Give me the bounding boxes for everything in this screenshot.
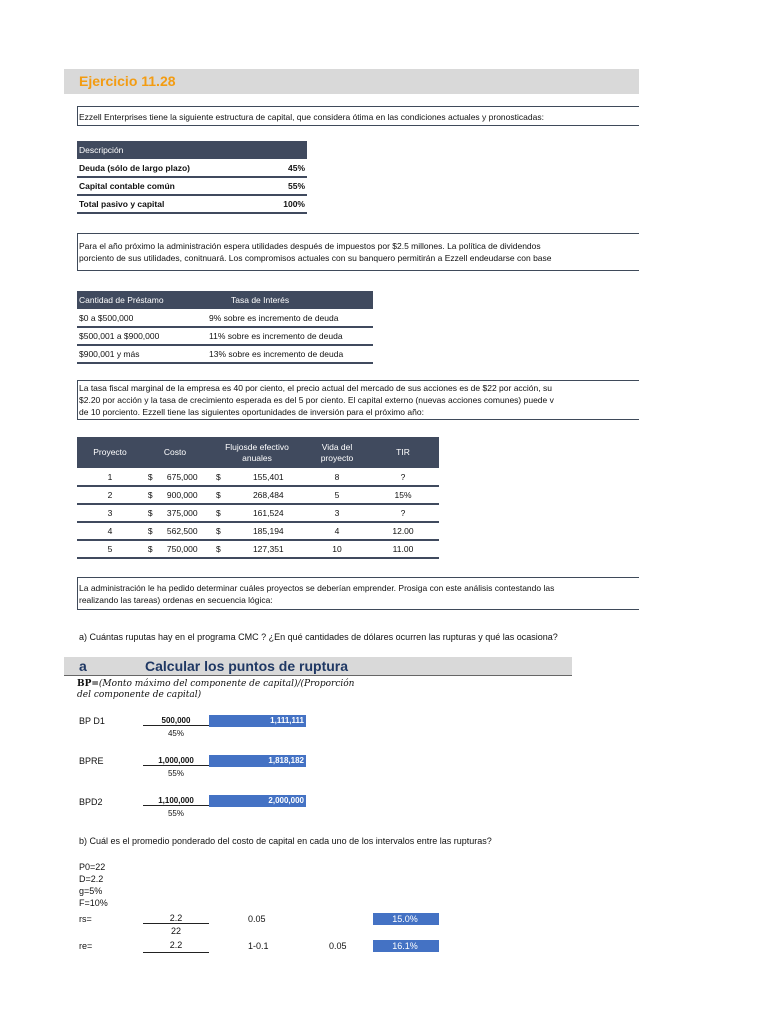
project-life: 8 [307, 468, 367, 486]
re-factor: 1-0.1 [248, 941, 269, 951]
re-result: 16.1% [373, 940, 439, 952]
project-flow: 268,484 [230, 486, 307, 504]
table-row [77, 177, 307, 195]
rs-result: 15.0% [373, 913, 439, 925]
bp-result: 1,111,111 [209, 715, 306, 727]
bp-label: BP D1 [79, 716, 105, 726]
project-tir: 12.00 [367, 522, 439, 540]
rs-numerator: 2.2 [143, 913, 209, 924]
bp-numerator: 1,000,000 [143, 756, 209, 766]
paragraph-line: La administración le ha pedido determinar cuáles proyectos se deberían emprender. Prosiga con este análisis contestando las [79, 583, 555, 593]
var-p0: P0=22 [79, 862, 106, 872]
flow-currency: $ [207, 504, 230, 522]
intro-paragraph [77, 106, 639, 126]
loan-amount: $900,001 y más [77, 345, 207, 363]
question-b: b) Cuál es el promedio ponderado del costo de capital en cada uno de los intervalos entre las rupturas? [79, 836, 492, 846]
flow-currency: $ [207, 540, 230, 558]
task-paragraph [77, 577, 639, 610]
loan-rate: 9% sobre es incremento de deuda [207, 309, 373, 327]
formula-prefix: BP= [77, 679, 99, 689]
table-row [77, 522, 439, 540]
re-label: re= [79, 941, 93, 951]
bp-denominator: 45% [167, 729, 184, 738]
row-label: Capital contable común [77, 177, 265, 195]
project-cost: 675,000 [157, 468, 207, 486]
project-tir: ? [367, 468, 439, 486]
col-tir: TIR [396, 447, 410, 457]
page-title: Ejercicio 11.28 [79, 73, 176, 89]
col-proyecto: Proyecto [93, 447, 127, 457]
paragraph-line: $2.20 por acción y la tasa de crecimiento esperada es del 5 por ciento. El capital externo (nuevas acciones comunes) puede v [79, 395, 554, 405]
section-title: Calcular los puntos de ruptura [145, 658, 349, 674]
rs-denominator: 22 [170, 926, 181, 936]
var-g: g=5% [79, 886, 103, 896]
row-value: 55% [265, 177, 307, 195]
paragraph-line: La tasa fiscal marginal de la empresa es 40 por ciento, el precio actual del mercado de sus acciones es de $22 por acción, su [79, 383, 552, 393]
col-flujos: Flujosde efectivo anuales [225, 441, 289, 463]
re-growth: 0.05 [329, 941, 347, 951]
flow-currency: $ [207, 522, 230, 540]
rs-label: rs= [79, 914, 92, 924]
col-vida: Vida del proyecto [320, 441, 354, 463]
project-cost: 375,000 [157, 504, 207, 522]
projects-table [77, 437, 439, 559]
bp-numerator: 1,100,000 [143, 796, 209, 806]
loan-rate-table [77, 291, 373, 364]
table-row [77, 540, 439, 558]
project-life: 4 [307, 522, 367, 540]
project-life: 10 [307, 540, 367, 558]
paragraph-line: de 10 porciento. Ezzell tiene las siguientes oportunidades de inversión para el próximo año: [79, 407, 424, 417]
table-row [77, 486, 439, 504]
loan-amount: $500,001 a $900,000 [77, 327, 207, 345]
bp-result: 2,000,000 [209, 795, 306, 807]
title-bar [64, 69, 639, 94]
flow-currency: $ [207, 486, 230, 504]
project-tir: 15% [367, 486, 439, 504]
cost-currency: $ [143, 504, 157, 522]
project-id: 3 [77, 504, 143, 522]
row-label: Total pasivo y capital [77, 195, 265, 213]
dividend-paragraph [77, 233, 639, 271]
project-id: 5 [77, 540, 143, 558]
formula-line2: del componente de capital) [77, 690, 202, 700]
rs-growth: 0.05 [248, 914, 266, 924]
var-f: F=10% [79, 898, 108, 908]
loan-rate: 11% sobre es incremento de deuda [207, 327, 373, 345]
question-a: a) Cuántas ruputas hay en el programa CMC ? ¿En qué cantidades de dólares ocurren las rupturas y qué las ocasiona? [79, 632, 558, 642]
projects-header-row [77, 437, 439, 468]
capital-structure-header: Descripción [79, 145, 124, 155]
table-row [77, 195, 307, 213]
table-row [77, 327, 373, 345]
formula-line1: (Monto máximo del componente de capital)/(Proporción [98, 679, 355, 689]
project-cost: 562,500 [157, 522, 207, 540]
table-row [77, 468, 439, 486]
row-value: 45% [265, 159, 307, 177]
paragraph-line: Para el año próximo la administración espera utilidades después de impuestos por $2.5 millones. La política de dividendos [79, 241, 541, 251]
bp-denominator: 55% [167, 809, 184, 818]
var-d: D=2.2 [79, 874, 104, 884]
bp-label: BPRE [79, 756, 104, 766]
cost-currency: $ [143, 540, 157, 558]
project-cost: 900,000 [157, 486, 207, 504]
project-flow: 127,351 [230, 540, 307, 558]
bp-numerator: 500,000 [143, 716, 209, 726]
loan-rate: 13% sobre es incremento de deuda [207, 345, 373, 363]
project-flow: 161,524 [230, 504, 307, 522]
table-row [77, 504, 439, 522]
bp-denominator: 55% [167, 769, 184, 778]
project-life: 5 [307, 486, 367, 504]
bp-label: BPD2 [79, 797, 103, 807]
section-letter: a [79, 658, 87, 674]
project-id: 1 [77, 468, 143, 486]
project-tir: 11.00 [367, 540, 439, 558]
table-row [77, 309, 373, 327]
flow-currency: $ [207, 468, 230, 486]
cost-currency: $ [143, 486, 157, 504]
table-row [77, 159, 307, 177]
cost-currency: $ [143, 522, 157, 540]
loan-col-rate: Tasa de Interés [231, 295, 290, 305]
bp-formula [77, 679, 377, 701]
capital-structure-header-row [77, 141, 307, 159]
section-a-header [64, 657, 572, 676]
project-life: 3 [307, 504, 367, 522]
row-value: 100% [265, 195, 307, 213]
cost-currency: $ [143, 468, 157, 486]
tax-paragraph [77, 380, 639, 420]
capital-structure-table [77, 141, 307, 214]
col-costo: Costo [163, 447, 187, 457]
table-row [77, 345, 373, 363]
loan-col-amount: Cantidad de Préstamo [79, 295, 164, 305]
project-id: 4 [77, 522, 143, 540]
re-numerator: 2.2 [143, 940, 209, 953]
row-label: Deuda (sólo de largo plazo) [77, 159, 265, 177]
paragraph-line: realizando las tareas) ordenas en secuencia lógica: [79, 595, 273, 605]
loan-amount: $0 a $500,000 [77, 309, 207, 327]
paragraph-line: porciento de sus utilidades, conitnuará. Los compromisos actuales con su banquero permitirán a Ezzell endeudarse con base [79, 253, 552, 263]
loan-header-row [77, 291, 373, 309]
project-flow: 155,401 [230, 468, 307, 486]
project-flow: 185,194 [230, 522, 307, 540]
project-id: 2 [77, 486, 143, 504]
bp-result: 1,818,182 [209, 755, 306, 767]
project-tir: ? [367, 504, 439, 522]
project-cost: 750,000 [157, 540, 207, 558]
intro-text: Ezzell Enterprises tiene la siguiente estructura de capital, que considera ótima en las condiciones actuales y pronosticadas: [79, 112, 544, 122]
variables-list [79, 861, 108, 909]
